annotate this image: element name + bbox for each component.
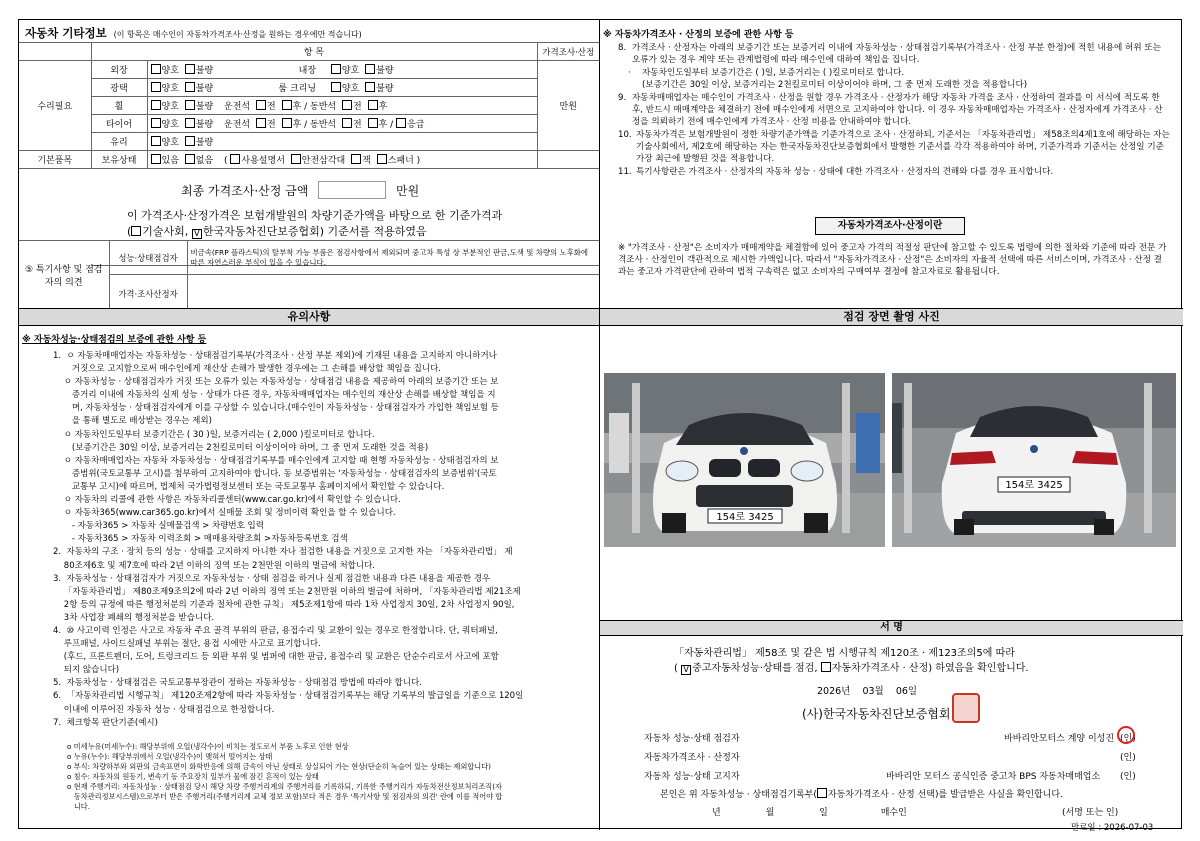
basic-items-label: 기본품목 bbox=[19, 151, 91, 169]
caution-line: 1. ㅇ 자동차매매업자는 자동차성능 · 상태점검기록부(가격조사 · 산정 부분 제외)에 기재된 내용을 고지하지 아니하거나 bbox=[53, 351, 497, 361]
notifier-label: 자동차 성능·상태 고지자 bbox=[644, 772, 740, 782]
inspector-label: 자동차 성능·상태 점검자 bbox=[644, 734, 740, 744]
caution-line: - 자동차365 > 자동차 이력조회 > 매매용차량조회 >자동차등록번호 검색 bbox=[53, 534, 348, 545]
perf-inspector-label: 성능·상태점검자 bbox=[109, 241, 187, 275]
info-title: 자동차 기타정보 bbox=[25, 26, 107, 40]
price-inspector-seal: (인) bbox=[1120, 753, 1136, 763]
caution-line: 「자동차관리법」 제80조제9조의2에 따라 2년 이하의 징역 또는 2천만원 이하의 벌금에 처하며, 「자동차관리법 제21조제 bbox=[53, 586, 521, 597]
caution-line: ㅇ 자동차성능 · 상태점검자가 거짓 또는 오류가 있는 자동차성능 · 상태점검 내용을 제공하여 아래의 보증기간 또는 보 bbox=[53, 377, 499, 388]
wheel-driver-rear-checkbox[interactable] bbox=[282, 100, 292, 110]
caution-line: 되지 않습니다) bbox=[53, 665, 120, 676]
row-possession: 보유상태 bbox=[91, 151, 147, 169]
final-price-input[interactable] bbox=[318, 181, 386, 199]
spanner-checkbox[interactable] bbox=[377, 154, 387, 164]
caution-line: (후드, 프론트펜더, 도어, 트렁크리드 등 외판 부위 및 범퍼에 대한 판금, 용접수리 및 교환은 단순수리로서 사고에 포함 bbox=[53, 652, 499, 663]
interior-bad-checkbox[interactable] bbox=[365, 64, 375, 74]
association-seal-icon bbox=[952, 693, 980, 723]
cautions-title: ※ 자동차성능·상태점검의 보증에 관한 사항 등 bbox=[22, 335, 207, 345]
caution-line: 4. ⑩ 사고이력 인정은 사고로 자동차 주요 골격 부위의 판금, 용접수리 및 교환이 있는 경우로 한정합니다. 단, 쿼터패널, bbox=[53, 625, 498, 636]
about-price-text: ※ "가격조사 · 산정"은 소비자가 매매계약을 체결함에 있어 중고자 가격의 적절성 판단에 참고할 수 있도록 법령에 의한 절차와 기준에 따라 전문 가격조사 · 산정인이 객관적으로 제시한 가액입니다. 따라서 "자동차가격조사 · 산정"은 소비자의 자율적 선택에 따른 서비스이며, 가격조사 · 산정 결과는 중고자 가격판단에 관하여 법적 구속력은 없고 소비자의 구매여부 결정에 참고자료로 활용됩니다. bbox=[618, 243, 1167, 277]
caution-line: 이내에 이루어진 자동차 성능 · 상태점검으로 한정합니다. bbox=[53, 704, 275, 715]
price-inspector-sig-label: 자동차가격조사 · 산정자 bbox=[644, 753, 740, 763]
row-glass: 유리 bbox=[91, 133, 147, 151]
glass-good-checkbox[interactable] bbox=[151, 136, 161, 146]
photos-bar: 점검 장면 촬영 사진 bbox=[600, 308, 1183, 326]
inspection-document-page bbox=[18, 19, 1182, 833]
price-warranty-section bbox=[600, 20, 1183, 306]
wheel-passenger-rear-checkbox[interactable] bbox=[368, 100, 378, 110]
glass-bad-checkbox[interactable] bbox=[185, 136, 195, 146]
special-notes-table bbox=[19, 240, 599, 313]
caution-line: 증거리 이내에 자동차의 실제 성능 · 상태가 다른 경우, 자동차매매업자는 매수인의 재산상 손해를 배상할 책임을 지 bbox=[53, 390, 496, 401]
receipt-line: 본인은 위 자동차성능 · 상태점검기록부( 자동차가격조사 · 산정 선택)를 발급받은 사실을 확인합니다. bbox=[660, 790, 1063, 800]
gloss-good-checkbox[interactable] bbox=[151, 82, 161, 92]
buyer-sign: (서명 또는 인) bbox=[1062, 808, 1119, 818]
tire-passenger-rear-checkbox[interactable] bbox=[368, 118, 378, 128]
wheel-bad-checkbox[interactable] bbox=[185, 100, 195, 110]
criteria-line: o 침수: 자동차의 원동기, 변속기 등 주요장치 일부가 물에 잠긴 흔적이 있는 상태 bbox=[67, 772, 319, 781]
row-gloss: 광택 bbox=[91, 79, 147, 97]
repair-label: 수리필요 bbox=[19, 61, 91, 151]
special-notes-label: ⑤ 특기사항 및 점검자의 의견 bbox=[19, 241, 109, 313]
wheel-passenger-front-checkbox[interactable] bbox=[342, 100, 352, 110]
final-price-unit: 만원 bbox=[396, 184, 420, 198]
price-inspector-label: 가격·조사산정자 bbox=[109, 275, 187, 313]
caution-line: 3. 자동차성능 · 상태점검자가 거짓으로 자동차성능 · 상태 점검을 하거나 실제 점검한 내용과 다른 내용을 제공한 경우 bbox=[53, 573, 491, 584]
about-price-title: 자동차가격조사·산정이란 bbox=[815, 217, 965, 235]
caution-line: 2. 자동차의 구조 · 장치 등의 성능 · 상태를 고지하지 아니한 자나 점검한 내용을 거짓으로 고지한 자는 「자동차관리법」 제 bbox=[53, 547, 513, 558]
car-front-image bbox=[604, 373, 885, 547]
caution-line: 80조제6호 및 제7호에 따라 2년 이하의 징역 또는 2천만원 이하의 벌금에 처합니다. bbox=[53, 560, 376, 571]
triangle-checkbox[interactable] bbox=[291, 154, 301, 164]
criteria-line: o 미세누유(미세누수): 해당부위에 오일(냉각수)이 비치는 정도로서 부품 노후로 인한 현상 bbox=[67, 742, 349, 751]
gloss-bad-checkbox[interactable] bbox=[185, 82, 195, 92]
wheel-good-checkbox[interactable] bbox=[151, 100, 161, 110]
expiry-date: 만료일 : 2026-07-03 bbox=[1071, 823, 1154, 833]
signature-confirm-line: ( V 중고자동차성능·상태를 점검, 자동차가격조사 · 산정) 하였음을 확인합니다. bbox=[674, 663, 1029, 674]
caution-line: 교통부 고시)에 따르며, 법제처 국가법령정보센터 또는 국토교통부 홈페이지에서 확인할 수 있습니다. bbox=[53, 481, 445, 492]
front-photo bbox=[604, 373, 885, 547]
caution-line: 6. 「자동차관리법 시행규칙」 제120조제2항에 따라 자동차성능 · 상태점검기록부는 해당 기록부의 발급일을 기준으로 120일 bbox=[53, 691, 524, 702]
perf-inspector-opinion: 비금속(FRP 플라스틱)의 탈부착 가능 부품은 점검사항에서 제외되며 중고차 특성 상 부분적인 판금,도색 및 차량의 노후화에 따른 자연스러운 부식이 있을 수 있습니다. bbox=[187, 241, 599, 275]
caution-line: 을 통해 별도로 배상받는 경우는 제외) bbox=[53, 416, 212, 427]
notifier-seal: (인) bbox=[1120, 772, 1136, 782]
car-rear-image bbox=[892, 373, 1176, 547]
jack-checkbox[interactable] bbox=[351, 154, 361, 164]
exterior-good-checkbox[interactable] bbox=[151, 64, 161, 74]
criteria-list bbox=[67, 742, 593, 812]
caution-line: 거짓으로 고지함으로써 매수인에게 재산상 손해가 발생한 경우에는 그 손해를 배상할 책임을 집니다. bbox=[53, 364, 441, 375]
criteria-line: o 누유(누수): 해당부위에서 오일(냉각수)이 맺혀서 떨어지는 상태 bbox=[67, 752, 273, 761]
possession-none-checkbox[interactable] bbox=[185, 154, 195, 164]
signature-org: (사)한국자동차진단보증협회 bbox=[802, 707, 951, 721]
row-wheel: 휠 bbox=[91, 97, 147, 115]
info-table: 항 목 가격조사·산정 수리필요 외장 양호 불량 내장 양호 불량 만원 광택 양호 불량 룸 크리닝 양호 불량 휠 양호 불량 운전석 전 후 / 동반석 전 후 타이어 양호 불량 운전석 전 후 / 동반석 전 후 / 응급 유리 양호 불량 기본품목 보유상태 있음 없음 ( 사용설명서 안전삼각대 잭 스패너 ) bbox=[19, 42, 599, 169]
cautions-section bbox=[19, 326, 599, 830]
manual-checkbox[interactable] bbox=[230, 154, 240, 164]
price-unit: 만원 bbox=[537, 61, 599, 151]
wheel-driver-front-checkbox[interactable] bbox=[256, 100, 266, 110]
criteria-line: 동차관리정보시스템)으로부터 받은 주행거리(주행거리계 교체 정보 포함)보다 적은 경우 '특기사항 및 점검자의 의견' 란에 이를 적어야 합 bbox=[67, 792, 503, 801]
signature-bar: 서 명 bbox=[600, 620, 1183, 636]
tire-bad-checkbox[interactable] bbox=[185, 118, 195, 128]
row-interior: 내장 bbox=[298, 66, 317, 76]
rear-photo bbox=[892, 373, 1176, 547]
tire-passenger-front-checkbox[interactable] bbox=[342, 118, 352, 128]
room-good-checkbox[interactable] bbox=[331, 82, 341, 92]
final-price-label: 최종 가격조사·산정 금액 bbox=[181, 184, 309, 198]
tire-driver-rear-checkbox[interactable] bbox=[282, 118, 292, 128]
receipt-price-checkbox[interactable] bbox=[817, 788, 827, 798]
signature-section bbox=[600, 637, 1183, 833]
sig-price-checkbox[interactable] bbox=[821, 662, 831, 672]
row-room-cleaning: 룸 크리닝 bbox=[278, 84, 317, 94]
tire-good-checkbox[interactable] bbox=[151, 118, 161, 128]
tire-emergency-checkbox[interactable] bbox=[396, 118, 406, 128]
caution-line: 며, 자동차성능 · 상태점검자에게 이를 구상할 수 있습니다.(매수인이 자동차성능 · 상태점검자가 가입한 책임보험 등 bbox=[53, 403, 499, 414]
basis-line2: ( 기술사회, V 한국자동차진단보증협회) 기준서를 적용하였음 bbox=[127, 225, 427, 238]
info-header bbox=[25, 25, 362, 41]
price-warranty-items: 8. 가격조사 · 산정자는 아래의 보증기간 또는 보증거리 이내에 자동차성능 · 상태점검기록부(가격조사 · 산정 부분 한정)에 적힌 내용에 허위 또는 오류가 있는 경우 계약 또는 관계법령에 따라 매수인에 대하여 책임을 집니다. · 자동차인도일부터 보증기간은 ( )일, 보증거리는 ( )킬로미터로 합니다. (보증기간은 30일 이상, 보증거리는 2천킬로미터 이상이어야 하며, 그 중 먼저 도래한 것을 적용합니다) 9. 자동차매매업자는 매수인이 가격조사 · 산정을 원할 경우 가격조사 · 산정자가 해당 자동차 가격을 조사 · 산정하여 결과를 이 서식에 적도록 한 후, 반드시 매매계약을 체결하기 전에 매수인에게 서면으로 고지하여야 합니다. 이 경우 자동차매매업자는 가격조사 · 산정자에게 가격조사 · 산정을 의뢰하기 전에 매수인에게 가격조사 · 산정 비용을 안내하여야 합니다. 10. 자동차가격은 보험개발원이 정한 차량기준가액을 기준가격으로 조사 · 산정하되, 기준서는 「자동차관리법」 제58조의4제1호에 해당하는 자는 기술사회에서, 제2호에 해당하는 자는 한국자동차진단보증협회에서 발행한 기준서를 각각 적용하여야 하며, 기준가격과 기준서는 산정일 기준 가장 최근에 발행된 것을 적용합니다. 11. 특기사항란은 가격조사 · 산정자의 자동차 성능 · 상태에 대한 가격조사 · 산정자의 견해와 다를 경우 표시합니다. bbox=[618, 43, 1170, 177]
caution-line: 5. 자동차성능 · 상태점검은 국토교통부장관이 정하는 자동차성능 · 상태점검 방법에 따라야 합니다. bbox=[53, 678, 422, 689]
front-plate-text: 154로 3425 bbox=[716, 512, 774, 523]
inspector-stamp-icon bbox=[1117, 726, 1135, 744]
info-note: (이 항목은 매수인이 자동차가격조사·산정을 원하는 경우에만 적습니다) bbox=[113, 30, 362, 39]
caution-line: 루프패널, 사이드실패널 부위는 절단, 용접 시에만 사고로 표기합니다. bbox=[53, 639, 321, 650]
col-price-header: 가격조사·산정 bbox=[537, 43, 599, 61]
caution-line: ㅇ 자동차인도일부터 보증기간은 ( 30 )일, 보증거리는 ( 2,000 )킬로미터로 합니다. bbox=[53, 429, 375, 440]
row-tire: 타이어 bbox=[91, 115, 147, 133]
caution-line: 7. 체크항목 판단기준(예시) bbox=[53, 717, 158, 728]
col-item-header: 항 목 bbox=[91, 43, 537, 61]
basis-line1: 이 가격조사·산정가격은 보험개발원의 차량기준가액을 바탕으로 한 기준가격과 bbox=[127, 209, 503, 222]
caution-line: ㅇ 자동차의 리콜에 관한 사항은 자동차리콜센터(www.car.go.kr)에서 확인할 수 있습니다. bbox=[53, 495, 401, 506]
basis-tech-checkbox[interactable] bbox=[131, 226, 141, 236]
notifier-value: 바바리안 모터스 공식인증 중고차 BPS 자동차매매업소 bbox=[886, 772, 1101, 782]
caution-line: 증범위(국토교통부 고시)를 첨부하여 고지하여야 합니다. 동 보증범위는 '자동차성능 · 상태점검자의 보증범위'(국토 bbox=[53, 468, 497, 479]
criteria-line: 니다. bbox=[67, 802, 91, 811]
cautions-list bbox=[53, 350, 593, 730]
signature-date: 2026년 03월 06일 bbox=[817, 686, 918, 697]
criteria-line: o 현재 주행거리: 자동차성능 · 상태점검 당시 해당 차량 주행거리계의 주행거리를 기록하되, 기록한 주행거리가 자동차전산정보처리조직(자 bbox=[67, 782, 502, 791]
cautions-bar: 유의사항 bbox=[19, 308, 599, 326]
row-exterior: 외장 bbox=[91, 61, 147, 79]
criteria-line: o 부식: 차량하부와 외판의 금속표면이 화학반응에 의해 금속이 아닌 상태로 상실되어 가는 현상(단순히 녹슬어 있는 상태는 제외합니다) bbox=[67, 762, 491, 771]
caution-line: 2항 등의 규정에 따른 행정처분의 기준과 절차에 관한 규칙」 제5조제1항에 따라 1차 사업정지 30일, 2차 사업정지 90일, bbox=[53, 599, 515, 610]
possession-have-checkbox[interactable] bbox=[151, 154, 161, 164]
inspector-seal: (인) bbox=[1120, 734, 1136, 744]
interior-good-checkbox[interactable] bbox=[331, 64, 341, 74]
price-inspector-opinion bbox=[187, 275, 599, 313]
price-warranty-title: ※ 자동차가격조사 · 산정의 보증에 관한 사항 등 bbox=[603, 30, 794, 40]
caution-line: ㅇ 자동차365(www.car365.go.kr)에서 실매물 조회 및 정비이력 확인을 할 수 있습니다. bbox=[53, 508, 396, 519]
inspector-value: 바바리안모터스 계양 이성진 bbox=[1004, 734, 1115, 744]
caution-line: ㅇ 자동차매매업자는 자동차 자동차성능 · 상태점검기록부를 매수인에게 고지할 때 현행 자동차성능 · 상태점검자의 보 bbox=[53, 455, 499, 466]
room-bad-checkbox[interactable] bbox=[365, 82, 375, 92]
exterior-bad-checkbox[interactable] bbox=[185, 64, 195, 74]
caution-line: - 자동차365 > 자동차 실매물검색 > 차량번호 입력 bbox=[53, 521, 264, 532]
sig-perf-checkbox[interactable]: V bbox=[681, 665, 691, 675]
caution-line: (보증기간은 30일 이상, 보증거리는 2천킬로미터 이상이어야 하며, 그 중 먼저 도래한 것을 적용) bbox=[53, 442, 429, 453]
signature-law-line: 「자동차관리법」 제58조 및 같은 법 시행규칙 제120조 · 제123조의5에 따라 bbox=[674, 648, 1015, 659]
caution-line: 3차 사업장 폐쇄의 행정처분을 받습니다. bbox=[53, 612, 215, 623]
rear-plate-text: 154로 3425 bbox=[1005, 480, 1063, 491]
tire-driver-front-checkbox[interactable] bbox=[256, 118, 266, 128]
buyer-line: 년 월 일 매수인 bbox=[712, 808, 907, 818]
basis-assoc-checkbox[interactable]: V bbox=[192, 229, 202, 239]
